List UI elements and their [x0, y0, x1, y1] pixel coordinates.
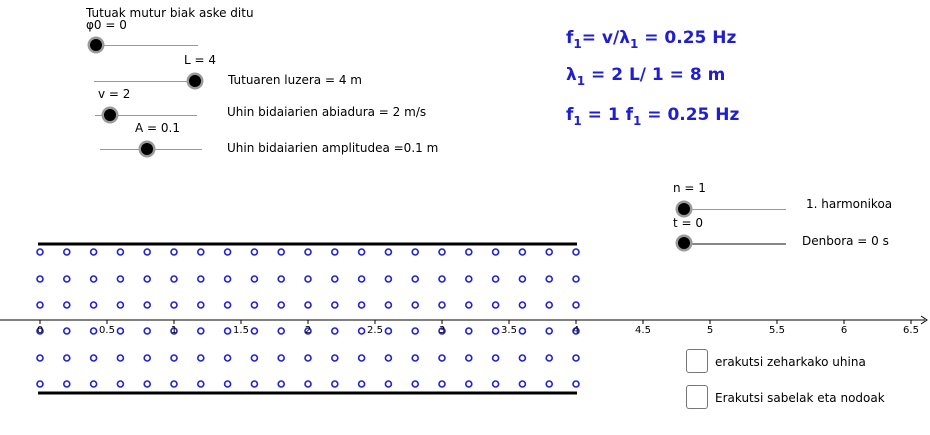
particle: [37, 249, 43, 255]
x-axis-tick-label: 5: [706, 325, 714, 336]
particle: [198, 355, 204, 361]
show-nodes-checkbox[interactable]: [686, 385, 708, 409]
particle: [573, 249, 579, 255]
particle: [439, 249, 445, 255]
particle: [144, 381, 150, 387]
A-slider-label: A = 0.1: [135, 121, 180, 135]
particle: [466, 249, 472, 255]
particle: [332, 276, 338, 282]
particle: [305, 276, 311, 282]
particle: [412, 302, 418, 308]
show-nodes-label[interactable]: Erakutsi sabelak eta nodoak: [715, 391, 885, 405]
particle: [519, 302, 525, 308]
particle: [493, 381, 499, 387]
particle: [64, 328, 70, 334]
particle: [466, 276, 472, 282]
particle: [332, 328, 338, 334]
particle: [573, 381, 579, 387]
particle: [466, 381, 472, 387]
particle: [144, 328, 150, 334]
particle: [144, 276, 150, 282]
v-slider-label: v = 2: [98, 87, 131, 101]
particle: [439, 355, 445, 361]
particle: [439, 381, 445, 387]
particles: [37, 249, 579, 387]
particle: [439, 302, 445, 308]
particle: [144, 249, 150, 255]
L-description: Tutuaren luzera = 4 m: [228, 73, 362, 87]
particle: [305, 302, 311, 308]
particle: [117, 276, 123, 282]
particle: [305, 249, 311, 255]
particle: [144, 355, 150, 361]
particle: [171, 302, 177, 308]
x-axis-tick-label: 1: [170, 325, 178, 336]
particle: [91, 249, 97, 255]
x-axis-tick-label: 0: [36, 325, 44, 336]
particle: [198, 249, 204, 255]
particle: [225, 302, 231, 308]
particle: [439, 276, 445, 282]
particle: [305, 381, 311, 387]
particle: [519, 381, 525, 387]
particle: [64, 302, 70, 308]
particle: [91, 302, 97, 308]
particle: [91, 276, 97, 282]
particle: [278, 328, 284, 334]
x-axis-tick-label: 3.5: [501, 325, 517, 336]
particle: [412, 355, 418, 361]
n-slider-label: n = 1: [673, 181, 706, 195]
particle: [546, 355, 552, 361]
particle: [546, 249, 552, 255]
particle: [359, 381, 365, 387]
particle: [493, 276, 499, 282]
x-axis-tick-label: 2: [304, 325, 312, 336]
particle: [493, 328, 499, 334]
particle: [171, 249, 177, 255]
particle: [359, 276, 365, 282]
particle: [385, 302, 391, 308]
particle: [519, 276, 525, 282]
particle: [493, 355, 499, 361]
particle: [359, 355, 365, 361]
particle: [64, 355, 70, 361]
particle: [117, 381, 123, 387]
particle: [332, 355, 338, 361]
particle: [37, 355, 43, 361]
particle: [278, 302, 284, 308]
particle: [117, 355, 123, 361]
particle: [519, 328, 525, 334]
frequency-formula: $f_1= v/\lambda_1 = 0.25$ Hz: [566, 28, 737, 51]
particle: [37, 381, 43, 387]
particle: [198, 328, 204, 334]
particle: [198, 276, 204, 282]
particle: [37, 276, 43, 282]
phi0-slider-label: φ0 = 0: [86, 18, 127, 32]
particle: [198, 302, 204, 308]
particle: [37, 302, 43, 308]
x-axis-ticks: [37, 320, 919, 336]
particle: [412, 276, 418, 282]
particle: [198, 381, 204, 387]
particle: [573, 355, 579, 361]
particle: [466, 355, 472, 361]
particle: [144, 302, 150, 308]
app-title: Tutuak mutur biak aske ditu: [86, 6, 254, 20]
particle: [278, 381, 284, 387]
t-description: Denbora = 0 s: [802, 234, 889, 248]
particle: [64, 249, 70, 255]
harmonic-frequency-formula: $f_1 = 1$ $f_1 = 0.25$ Hz: [566, 105, 740, 128]
particle: [412, 328, 418, 334]
particle: [359, 249, 365, 255]
particle: [64, 276, 70, 282]
particle: [385, 276, 391, 282]
particle: [332, 302, 338, 308]
particle: [225, 381, 231, 387]
particle: [519, 355, 525, 361]
particle: [251, 249, 257, 255]
x-axis-tick-label: 4: [572, 325, 580, 336]
A-description: Uhin bidaiarien amplitudea =0.1 m: [227, 141, 439, 155]
particle: [278, 249, 284, 255]
particle: [332, 381, 338, 387]
x-axis-tick-label: 1.5: [233, 325, 249, 336]
particle: [64, 381, 70, 387]
particle: [278, 276, 284, 282]
particle: [573, 276, 579, 282]
particle: [251, 302, 257, 308]
particle: [278, 355, 284, 361]
particle: [412, 249, 418, 255]
particle: [493, 302, 499, 308]
particle: [493, 249, 499, 255]
particle: [546, 381, 552, 387]
particle: [251, 276, 257, 282]
particle: [251, 328, 257, 334]
x-axis-tick-label: 3: [438, 325, 446, 336]
show-wave-checkbox[interactable]: [686, 349, 708, 373]
x-axis-tick-label: 2.5: [367, 325, 383, 336]
particle: [305, 355, 311, 361]
particle: [385, 381, 391, 387]
x-axis-tick-label: 5.5: [769, 325, 785, 336]
particle: [546, 276, 552, 282]
particle: [225, 276, 231, 282]
particle: [171, 276, 177, 282]
particle: [573, 302, 579, 308]
particle: [171, 355, 177, 361]
x-axis: [0, 316, 927, 324]
particle: [117, 249, 123, 255]
n-description: 1. harmonikoa: [806, 197, 893, 211]
particle: [117, 302, 123, 308]
particle: [466, 302, 472, 308]
particle: [225, 355, 231, 361]
particle: [359, 302, 365, 308]
x-axis-tick-label: 0.5: [99, 325, 115, 336]
t-slider-label: t = 0: [673, 216, 704, 230]
particle: [466, 328, 472, 334]
particle: [91, 355, 97, 361]
particle: [546, 328, 552, 334]
particle: [519, 249, 525, 255]
particle: [359, 328, 365, 334]
show-wave-label[interactable]: erakutsi zeharkako uhina: [715, 355, 866, 369]
x-axis-tick-label: 4.5: [635, 325, 651, 336]
particle: [225, 249, 231, 255]
x-axis-tick-label: 6: [840, 325, 848, 336]
wavelength-formula: $\lambda_1 = 2$ L/ 1 = 8 m: [566, 65, 726, 88]
particle: [385, 249, 391, 255]
particle: [251, 381, 257, 387]
particle: [171, 381, 177, 387]
particle: [251, 355, 257, 361]
particle: [91, 328, 97, 334]
x-axis-tick-label: 6.5: [903, 325, 919, 336]
particle: [385, 355, 391, 361]
particle: [225, 328, 231, 334]
L-slider-label: L = 4: [184, 53, 217, 67]
particle: [385, 328, 391, 334]
particle: [117, 328, 123, 334]
particle: [546, 302, 552, 308]
v-description: Uhin bidaiarien abiadura = 2 m/s: [227, 105, 427, 119]
particle: [412, 381, 418, 387]
particle: [332, 249, 338, 255]
particle: [91, 381, 97, 387]
